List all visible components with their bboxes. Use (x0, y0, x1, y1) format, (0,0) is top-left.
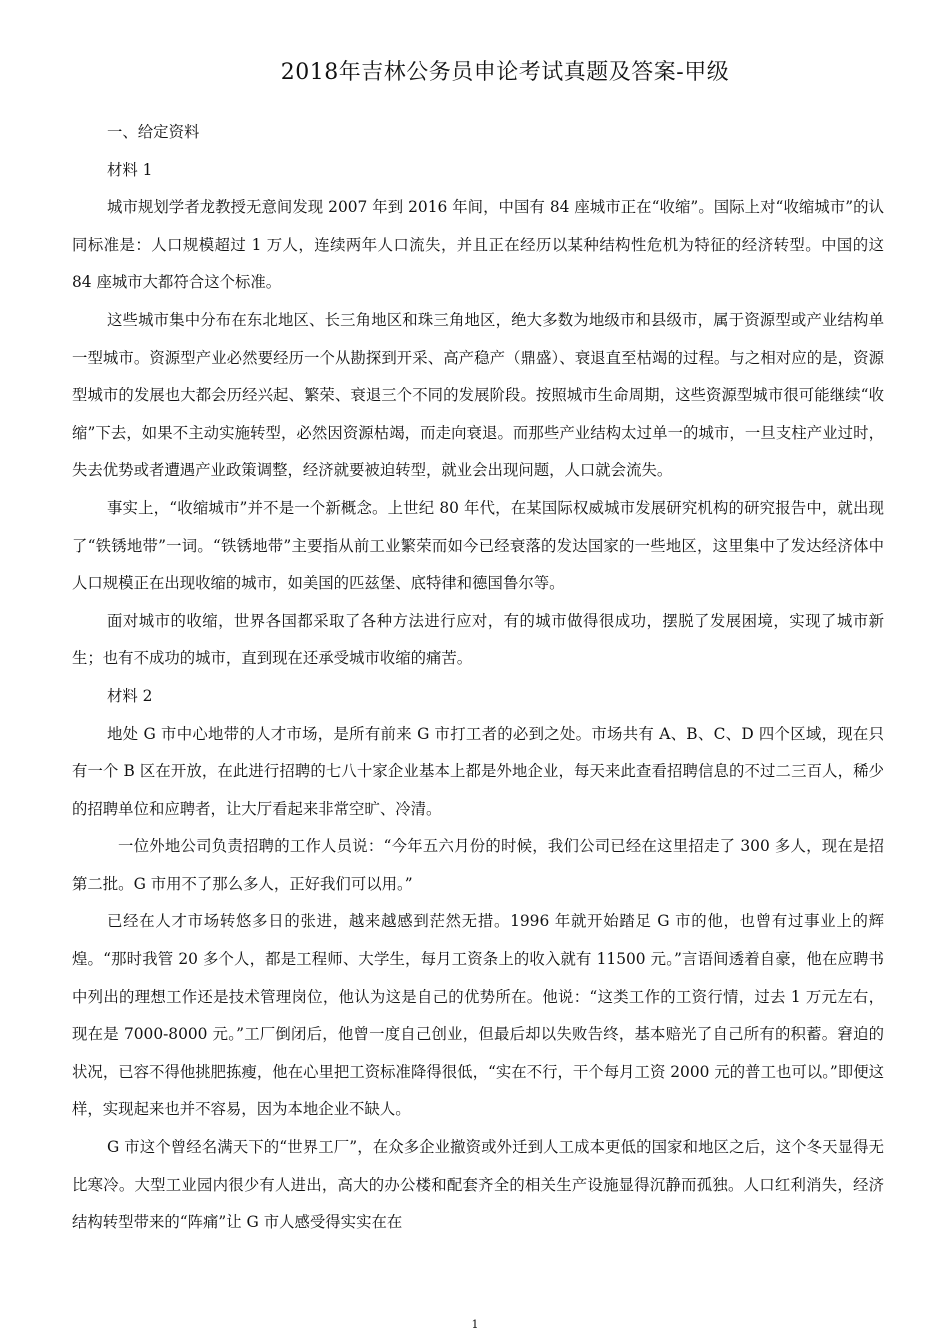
document-body (72, 114, 884, 1242)
body-paragraph: 地处 G 市中心地带的人才市场，是所有前来 G 市打工者的必到之处。市场共有 A、B、C、D 四个区域，现在只有一个 B 区在开放，在此进行招聘的七八十家企业基本上都是外地企业，每天来此查看招聘信息的不过二三百人，稀少的招聘单位和应聘者，让大厅看起来非常空旷、冷清。 (72, 724, 884, 818)
section-heading: 一、给定资料 (107, 123, 200, 141)
body-paragraph: 城市规划学者龙教授无意间发现 2007 年到 2016 年间，中国有 84 座城市正在“收缩”。国际上对“收缩城市”的认同标准是：人口规模超过 1 万人，连续两年人口流失，并且正在经历以某种结构性危机为特征的经济转型。中国的这 84 座城市大都符合这个标准。 (72, 198, 884, 292)
page-title: 2018年吉林公务员申论考试真题及答案-甲级 (280, 60, 730, 85)
body-paragraph: 事实上，“收缩城市”并不是一个新概念。上世纪 80 年代，在某国际权威城市发展研究机构的研究报告中，就出现了“铁锈地带”一词。“铁锈地带”主要指从前工业繁荣而如今已经衰落的发达国家的一些地区，这里集中了发达经济体中人口规模正在出现收缩的城市，如美国的匹兹堡、底特律和德国鲁尔等。 (72, 498, 884, 593)
body-paragraph: 已经在人才市场转悠多日的张进，越来越感到茫然无措。1996 年就开始踏足 G 市的他，也曾有过事业上的辉煌。“那时我管 20 多个人，都是工程师、大学生，每月工资条上的收入就有 11500 元。”言语间透着自豪，他在应聘书中列出的理想工作还是技术管理岗位，他认为这是自己的优势所在。他说：“这类工作的工资行情，过去 1 万元左右，现在是 7000-8000 元。”工厂倒闭后，他曾一度自己创业，但最后却以失败告终，基本赔光了自己所有的积蓄。窘迫的状况，已容不得他挑肥拣瘦，他在心里把工资标准降得很低，“实在不行，干个每月工资 2000 元的普工也可以。”即便这样，实现起来也并不容易，因为本地企业不缺人。 (72, 912, 884, 1119)
body-paragraph: 面对城市的收缩，世界各国都采取了各种方法进行应对，有的城市做得很成功，摆脱了发展困境，实现了城市新生；也有不成功的城市，直到现在还承受城市收缩的痛苦。 (72, 611, 884, 668)
material-heading: 材料 1 (107, 160, 153, 179)
body-paragraph: G 市这个曾经名满天下的“世界工厂”，在众多企业撤资或外迁到人工成本更低的国家和地区之后，这个冬天显得无比寒冷。大型工业园内很少有人进出，高大的办公楼和配套齐全的相关生产设施显得沉静而孤独。人口红利消失，经济结构转型带来的“阵痛”让 G 市人感受得实实在在 (72, 1138, 884, 1232)
body-paragraph: 这些城市集中分布在东北地区、长三角地区和珠三角地区，绝大多数为地级市和县级市，属于资源型或产业结构单一型城市。资源型产业必然要经历一个从勘探到开采、高产稳产（鼎盛）、衰退直至枯竭的过程。与之相对应的是，资源型城市的发展也大都会历经兴起、繁荣、衰退三个不同的发展阶段。按照城市生命周期，这些资源型城市很可能继续“收缩”下去，如果不主动实施转型，必然因资源枯竭，而走向衰退。而那些产业结构太过单一的城市，一旦支柱产业过时，失去优势或者遭遇产业政策调整，经济就要被迫转型，就业会出现问题，人口就会流失。 (72, 310, 884, 480)
body-paragraph: 一位外地公司负责招聘的工作人员说：“今年五六月份的时候，我们公司已经在这里招走了 300 多人，现在是招第二批。G 市用不了那么多人，正好我们可以用。” (72, 837, 884, 893)
page-number: 1 (471, 1318, 479, 1331)
material-heading: 材料 2 (107, 686, 153, 705)
